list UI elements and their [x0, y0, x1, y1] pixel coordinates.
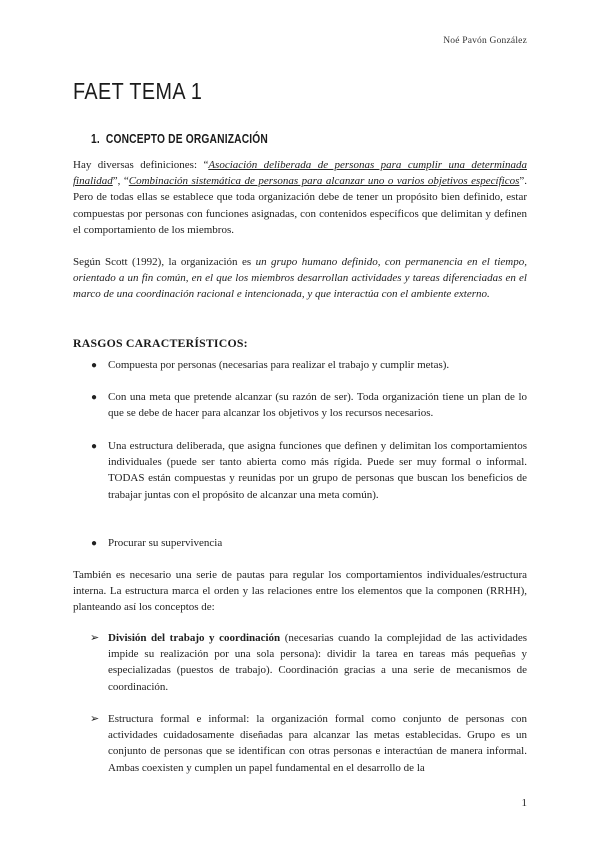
list-item: Con una meta que pretende alcanzar (su razón de ser). Toda organización tiene un plan de lo que se debe de hacer para alcanzar los objetivos y los recursos necesarios.	[108, 391, 527, 420]
concept-division: División del trabajo y coordinación (necesarias cuando la complejidad de las actividades impide su realización por una sola persona): dividir la tarea en tareas más pequeñas y especializadas (puestos de trabajo). Coordinación gracias a una serie de mecanismos de coordinación.	[108, 632, 527, 693]
concept-structure: Estructura formal e informal: la organización formal como conjunto de personas con actividades cuidadosamente diseñadas para alcanzar las metas establecidas. Grupo es un conjunto de personas que se identifican con otras personas e interactúan de manera informal. Ambas coexisten y cumplen un papel fundamental en el desarrollo de la	[108, 713, 527, 774]
bullet-icon: ●	[91, 441, 98, 452]
page-number: 1	[521, 797, 527, 809]
document-title: FAET TEMA 1	[73, 78, 203, 104]
bullet-icon: ●	[91, 360, 98, 371]
header-author: Noé Pavón González	[443, 36, 527, 46]
list-item: Una estructura deliberada, que asigna funciones que definen y delimitan los comportamientos individuales (puede ser tanto abierta como más rígida. Puede ser muy formal o informal. TODAS están compuestas y reunidas por un grupo de personas que buscan los beneficios de trabajar juntas con el propósito de alcanzar una meta común).	[108, 440, 527, 501]
definitions-paragraph: Hay diversas definiciones: “Asociación deliberada de personas para cumplir una determinada finalidad”, “Combinación sistemática de personas para alcanzar uno o varios objetivos específicos”. Pero de todas ellas se establece que toda organización debe de tener un propósito bien definido, estar compuestas por personas con funciones asignadas, con contenidos específicos que delimitan y definen el comportamiento de los miembros.	[73, 159, 527, 236]
section-number: 1.	[91, 132, 100, 146]
section-heading	[91, 132, 268, 146]
list-item: Compuesta por personas (necesarias para realizar el trabajo y cumplir metas).	[108, 359, 450, 371]
definition-2: Combinación sistemática de personas para alcanzar uno o varios objetivos específicos	[128, 175, 520, 188]
rasgos-heading: RASGOS CARACTERÍSTICOS:	[73, 336, 248, 350]
list-item: Procurar su supervivencia	[108, 537, 223, 549]
bullet-icon: ●	[91, 538, 98, 549]
scott-definition: un grupo humano definido, con permanencia en el tiempo, orientado a un fin común, en el que los miembros desarrollan actividades y tareas diferenciadas en el marco de una coordinación racional e intencionada, y que interactúa con el ambiente externo.	[73, 256, 527, 301]
arrow-bullet-icon: ➢	[90, 631, 100, 644]
concept-division-title: División del trabajo y coordinación	[108, 632, 281, 644]
section-label: CONCEPTO DE ORGANIZACIÓN	[105, 132, 268, 146]
bullet-icon: ●	[91, 392, 98, 403]
definition-1: Asociación deliberada de personas para cumplir una determinada finalidad	[73, 159, 527, 188]
structure-paragraph: También es necesario una serie de pautas para regular los comportamientos individuales/estructura interna. La estructura marca el orden y las relaciones entre los elementos que la componen (RRHH), planteando así los conceptos de:	[73, 569, 527, 614]
arrow-bullet-icon: ➢	[90, 712, 100, 725]
scott-paragraph: Según Scott (1992), la organización es un grupo humano definido, con permanencia en el tiempo, orientado a un fin común, en el que los miembros desarrollan actividades y tareas diferenciadas en el marco de una coordinación racional e intencionada, y que interactúa con el ambiente externo.	[73, 256, 527, 301]
